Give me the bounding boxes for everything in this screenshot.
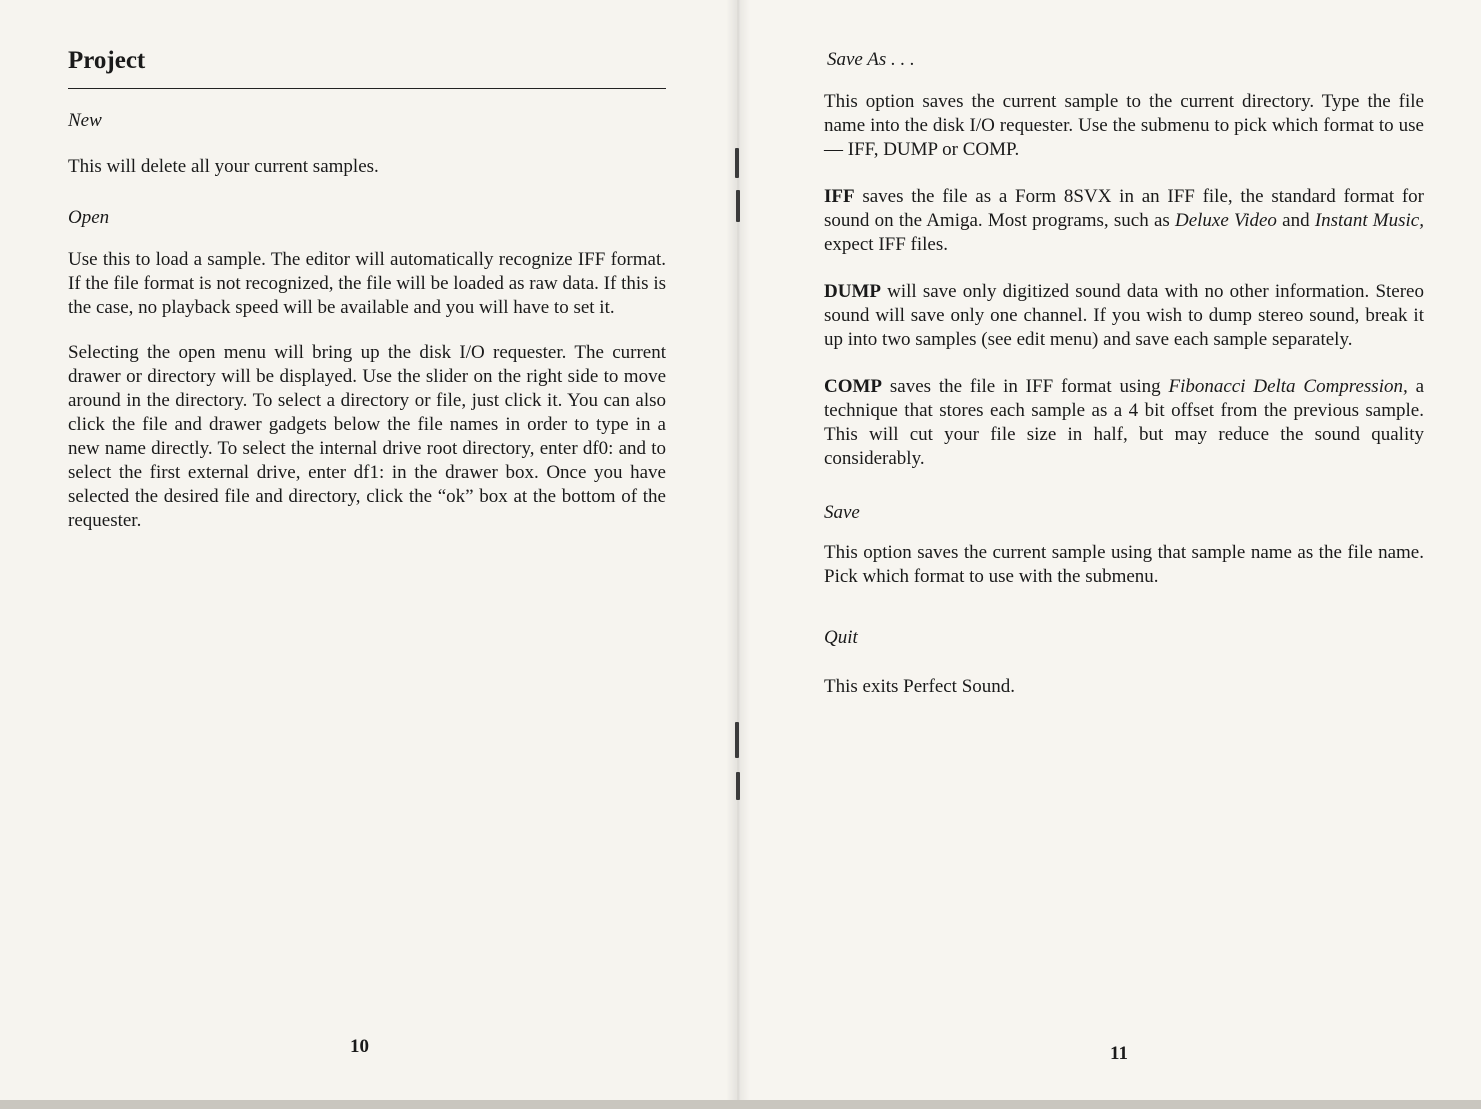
quit-paragraph: This exits Perfect Sound.	[824, 676, 1016, 697]
open-paragraph-1: Use this to load a sample. The editor will automatically recognize IFF format. If the file format is not recognized, the file will be loaded as raw data. If this is the case, no playback speed will be available and you will have to set it.	[68, 249, 666, 318]
iff-term: IFF	[824, 186, 855, 207]
comp-term: COMP	[824, 376, 883, 397]
heading-rule	[68, 88, 666, 89]
save-as-subheading: Save As . . .	[827, 49, 915, 70]
project-heading: Project	[68, 47, 146, 74]
iff-paragraph: IFF saves the file as a Form 8SVX in an IFF file, the standard format for sound on the Amiga. Most programs, such as Deluxe Video and Instant Music, expect IFF files.	[824, 186, 1424, 255]
comp-paragraph: COMP saves the file in IFF format using Fibonacci Delta Compression, a technique that stores each sample as a 4 bit offset from the previous sample. This will cut your file size in half, but may reduce the sound quality considerably.	[824, 376, 1425, 469]
right-page-content	[824, 48, 1424, 699]
staple-top-lower	[736, 190, 740, 222]
staple-bottom-upper	[735, 722, 739, 758]
new-subheading: New	[68, 110, 102, 131]
dump-term: DUMP	[824, 281, 881, 302]
left-page-content	[68, 44, 666, 533]
left-page-number: 10	[350, 1036, 369, 1057]
staple-bottom-lower	[736, 772, 740, 800]
staple-top-upper	[735, 148, 739, 178]
dump-paragraph: DUMP will save only digitized sound data with no other information. Stereo sound will save only one channel. If you wish to dump stereo sound, break it up into two samples (see edit menu) and save each sample separately.	[824, 281, 1424, 350]
right-page-number: 11	[1110, 1043, 1128, 1064]
save-paragraph: This option saves the current sample using that sample name as the file name. Pick which format to use with the submenu.	[824, 542, 1424, 587]
save-as-intro: This option saves the current sample to the current directory. Type the file name into the disk I/O requester. Use the submenu to pick which format to use — IFF, DUMP or COMP.	[824, 91, 1424, 160]
page-bottom-edge	[0, 1100, 1481, 1109]
open-paragraph-2: Selecting the open menu will bring up the disk I/O requester. The current drawer or directory will be displayed. Use the slider on the right side to move around in the directory. To select a directory or file, just click it. You can also click the file and drawer gadgets below the file names in order to type in a new name directly. To select the internal drive root directory, enter df0: and to select the first external drive, enter df1: in the drawer box. Once you have selected the desired file and directory, click the “ok” box at the bottom of the requester.	[68, 342, 666, 531]
open-subheading: Open	[68, 207, 110, 228]
save-subheading: Save	[824, 502, 860, 523]
new-paragraph: This will delete all your current samples.	[68, 156, 379, 177]
left-page	[0, 0, 738, 1109]
right-page	[738, 0, 1481, 1109]
quit-subheading: Quit	[824, 627, 858, 648]
